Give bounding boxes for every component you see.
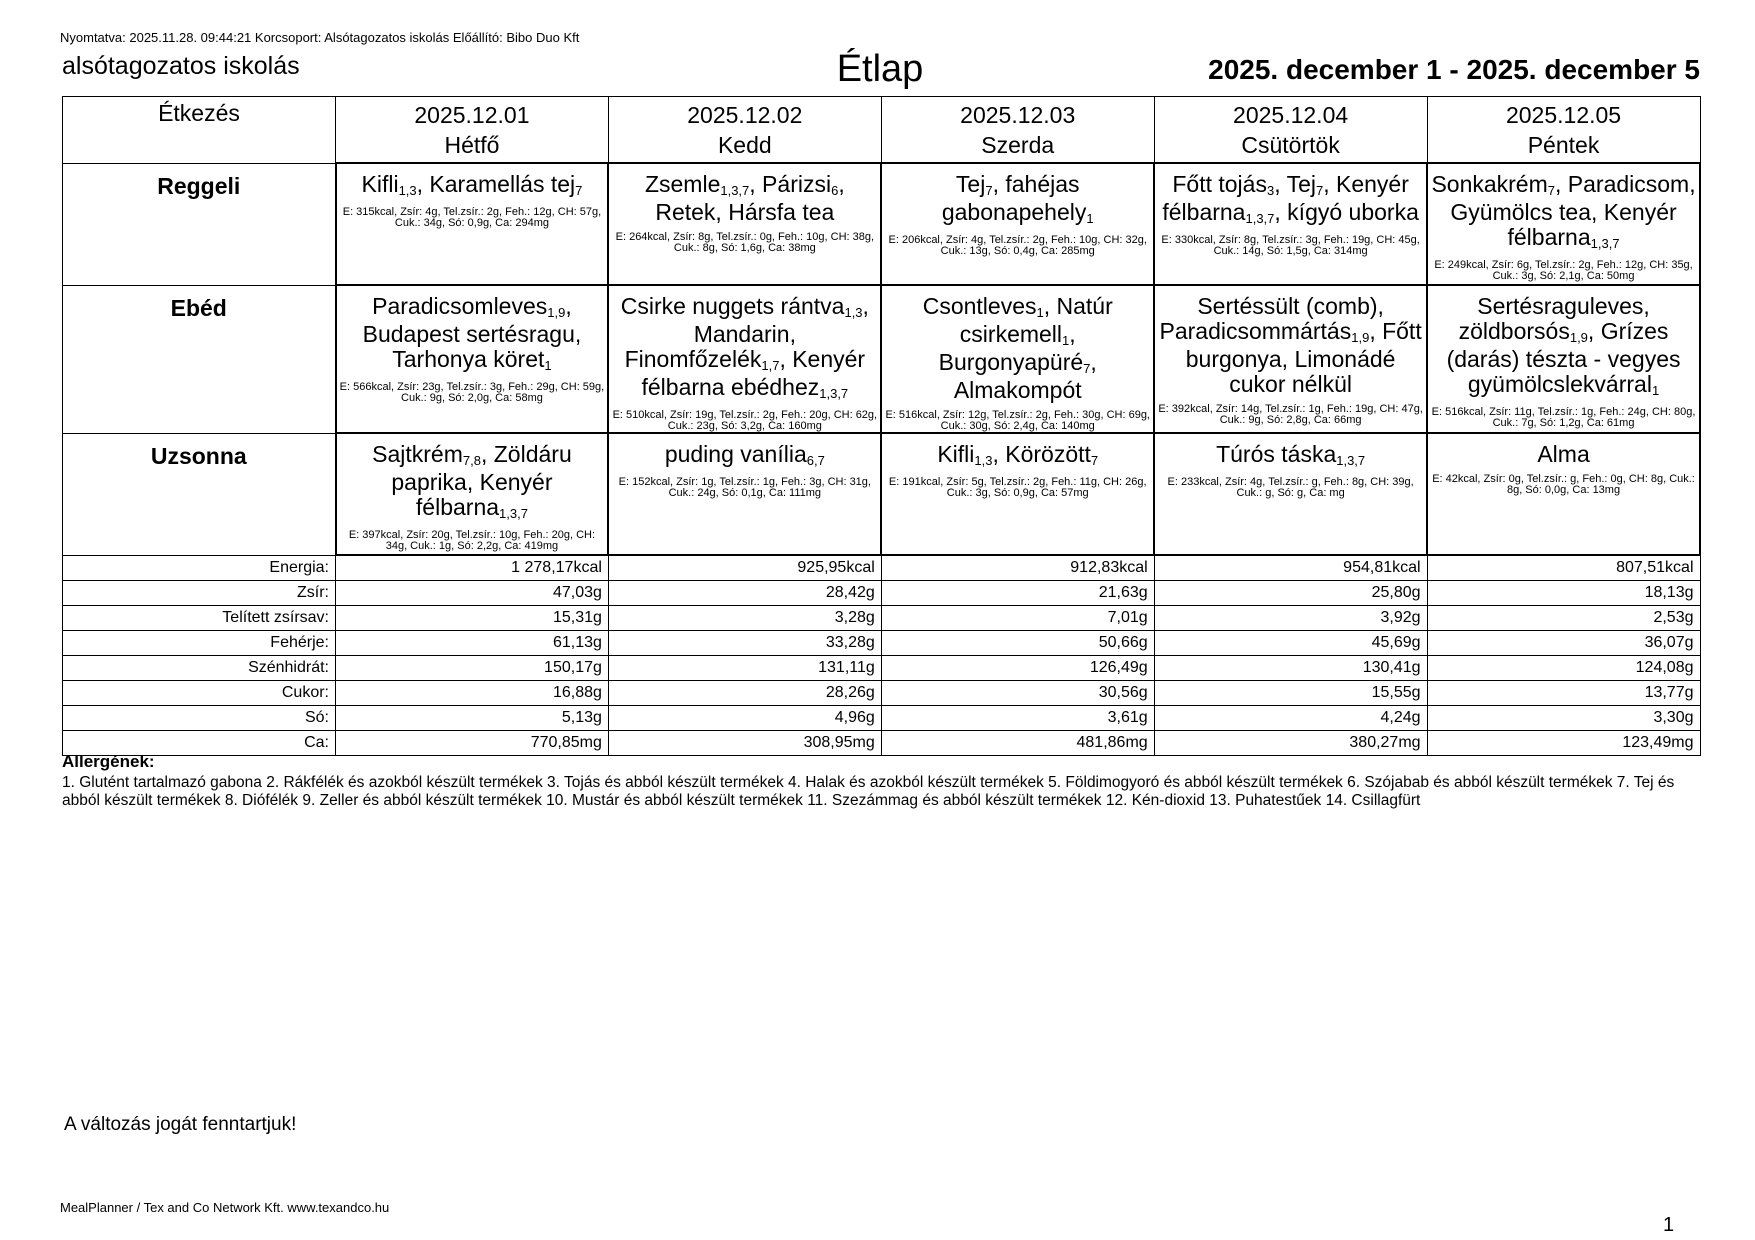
allergen-code: 7,8	[462, 453, 481, 468]
date-range: 2025. december 1 - 2025. december 5	[1208, 54, 1700, 85]
dish-list	[1156, 442, 1425, 470]
dish-name: Csontleves	[922, 293, 1037, 319]
dish-name: , Natúr csirkemell	[959, 293, 1113, 347]
day-date: 2025.12.01	[414, 102, 530, 128]
day-date: 2025.12.03	[960, 102, 1076, 128]
totals-row	[63, 606, 1701, 631]
day-header	[608, 97, 881, 164]
nutrition-info: E: 516kcal, Zsír: 11g, Tel.zsír.: 1g, Feh.: 24g, CH: 80g, Cuk.: 7g, Só: 1,2g, Ca: 61mg	[1431, 406, 1696, 429]
menu-cell	[1427, 163, 1700, 285]
totals-value: 15,55g	[1154, 681, 1427, 706]
totals-value: 7,01g	[881, 606, 1154, 631]
totals-value: 4,24g	[1154, 706, 1427, 731]
dish-name: , Retek, Hársfa tea	[655, 171, 845, 225]
menu-cell	[881, 433, 1154, 555]
dish-name: , fahéjas gabonapehely	[941, 171, 1087, 225]
allergen-code: 1,3,7	[819, 386, 849, 401]
menu-cell	[1154, 163, 1427, 285]
menu-cell	[336, 433, 609, 555]
dish-name: Kifli	[361, 171, 399, 197]
dish-list	[1156, 172, 1425, 228]
dish-name: , Budapest sertésragu, Tarhonya köret	[362, 293, 582, 372]
age-group-label: alsótagozatos iskolás	[62, 52, 300, 80]
allergen-code: 1,3,7	[499, 506, 528, 521]
nutrition-info: E: 206kcal, Zsír: 4g, Tel.zsír.: 2g, Feh.: 10g, CH: 32g, Cuk.: 13g, Só: 0,4g, Ca: 285mg	[888, 234, 1147, 257]
day-header	[1427, 97, 1700, 164]
totals-value: 21,63g	[881, 581, 1154, 606]
totals-value: 131,11g	[608, 656, 881, 681]
allergen-code: 7	[1547, 183, 1555, 198]
dish-name: , Párizsi	[749, 171, 832, 197]
totals-row	[63, 681, 1701, 706]
allergen-code: 7	[1090, 453, 1099, 468]
allergen-code: 1,7	[761, 358, 780, 373]
dish-name: , Almakompót	[953, 349, 1097, 403]
nutrition-info: E: 392kcal, Zsír: 14g, Tel.zsír.: 1g, Feh.: 19g, CH: 47g, Cuk.: 9g, Só: 2,8g, Ca: 66mg	[1158, 403, 1423, 426]
menu-cell	[608, 163, 881, 285]
dish-name: , Mandarin, Finomfőzelék	[624, 293, 869, 372]
totals-value: 36,07g	[1427, 631, 1700, 656]
allergen-code: 1	[544, 358, 552, 373]
day-weekday: Csütörtök	[1241, 132, 1340, 158]
dish-list	[883, 442, 1152, 470]
dish-list	[1156, 294, 1425, 397]
totals-value: 3,61g	[881, 706, 1154, 731]
dish-name: , Kenyér félbarna	[1162, 171, 1409, 225]
menu-cell	[1154, 433, 1427, 555]
menu-table	[62, 96, 1701, 756]
dish-name: , Zöldáru paprika, Kenyér félbarna	[391, 441, 572, 520]
totals-value: 3,92g	[1154, 606, 1427, 631]
day-weekday: Kedd	[717, 132, 772, 158]
title-row	[60, 50, 1700, 96]
allergen-code: 1,3,7	[1245, 211, 1275, 226]
totals-value: 380,27mg	[1154, 731, 1427, 756]
nutrition-info: E: 152kcal, Zsír: 1g, Tel.zsír.: 1g, Feh.: 3g, CH: 31g, Cuk.: 24g, Só: 0,1g, Ca: 111mg	[618, 476, 871, 499]
allergen-heading: Allergének:	[62, 752, 155, 771]
totals-value: 150,17g	[336, 656, 609, 681]
totals-row	[63, 555, 1701, 581]
totals-label: Telített zsírsav:	[63, 606, 336, 631]
menu-cell	[1154, 285, 1427, 433]
totals-label: Ca:	[63, 731, 336, 756]
dish-name: Kifli	[937, 441, 975, 467]
meal-row-lunch	[63, 285, 1701, 433]
totals-value: 33,28g	[608, 631, 881, 656]
nutrition-info: E: 315kcal, Zsír: 4g, Tel.zsír.: 2g, Feh.: 12g, CH: 57g, Cuk.: 34g, Só: 0,9g, Ca: 294mg	[342, 206, 602, 229]
allergen-code: 1,9	[547, 305, 566, 320]
dish-name: , Burgonyapüré	[938, 321, 1084, 375]
footer-credit: MealPlanner / Tex and Co Network Kft. www.texandco.hu	[60, 1200, 390, 1215]
menu-cell	[336, 163, 609, 285]
totals-value: 912,83kcal	[881, 555, 1154, 581]
day-date: 2025.12.04	[1233, 102, 1349, 128]
print-info: Nyomtatva: 2025.11.28. 09:44:21 Korcsoport: Alsótagozatos iskolás Előállító: Bibo Duo Kft	[60, 30, 580, 45]
totals-value: 3,28g	[608, 606, 881, 631]
totals-value: 30,56g	[881, 681, 1154, 706]
meal-label: Uzsonna	[63, 433, 336, 555]
dish-name: , Tej	[1274, 171, 1316, 197]
totals-value: 3,30g	[1427, 706, 1700, 731]
totals-value: 126,49g	[881, 656, 1154, 681]
dish-list	[1429, 442, 1698, 467]
allergen-code: 1,3,7	[1336, 453, 1366, 468]
totals-value: 481,86mg	[881, 731, 1154, 756]
totals-value: 2,53g	[1427, 606, 1700, 631]
totals-label: Zsír:	[63, 581, 336, 606]
nutrition-info: E: 397kcal, Zsír: 20g, Tel.zsír.: 10g, Feh.: 20g, CH: 34g, Cuk.: 1g, Só: 2,2g, Ca: 419mg	[348, 529, 596, 552]
dish-list	[610, 172, 879, 225]
totals-value: 25,80g	[1154, 581, 1427, 606]
day-header	[336, 97, 609, 164]
dish-name: Paradicsomleves	[372, 293, 548, 319]
nutrition-info: E: 233kcal, Zsír: 4g, Tel.zsír.: g, Feh.: 8g, CH: 39g, Cuk.: g, Só: g, Ca: mg	[1167, 476, 1414, 499]
dish-name: Túrós táska	[1216, 441, 1337, 467]
totals-row	[63, 631, 1701, 656]
dish-list	[610, 442, 879, 470]
dish-list	[338, 294, 607, 375]
allergen-legend	[62, 752, 1712, 810]
totals-value: 4,96g	[608, 706, 881, 731]
change-notice: A változás jogát fenntartjuk!	[64, 1114, 297, 1135]
meal-column-header: Étkezés	[63, 97, 336, 164]
allergen-code: 1	[1062, 333, 1070, 348]
dish-name: Csirke nuggets rántva	[620, 293, 845, 319]
dish-list	[338, 172, 607, 200]
menu-cell	[1427, 285, 1700, 433]
day-date: 2025.12.02	[687, 102, 803, 128]
nutrition-info: E: 566kcal, Zsír: 23g, Tel.zsír.: 3g, Feh.: 29g, CH: 59g, Cuk.: 9g, Só: 2,0g, Ca: 58mg	[339, 381, 605, 404]
day-header	[1154, 97, 1427, 164]
dish-list	[1429, 294, 1698, 400]
allergen-code: 7	[985, 183, 993, 198]
totals-row	[63, 581, 1701, 606]
nutrition-info: E: 510kcal, Zsír: 19g, Tel.zsír.: 2g, Feh.: 20g, CH: 62g, Cuk.: 23g, Só: 3,2g, Ca: 160mg	[612, 409, 878, 432]
nutrition-info: E: 264kcal, Zsír: 8g, Tel.zsír.: 0g, Feh.: 10g, CH: 38g, Cuk.: 8g, Só: 1,6g, Ca: 38mg	[615, 231, 875, 254]
totals-value: 16,88g	[336, 681, 609, 706]
totals-row	[63, 706, 1701, 731]
allergen-code: 1	[1086, 211, 1094, 226]
dish-list	[1429, 172, 1698, 253]
allergen-code: 7	[1083, 361, 1091, 376]
menu-cell	[1427, 433, 1700, 555]
day-weekday: Hétfő	[444, 132, 500, 158]
dish-name: , Főtt burgonya, Limonádé cukor nélkül	[1185, 318, 1422, 397]
nutrition-totals	[63, 555, 1701, 756]
totals-value: 770,85mg	[336, 731, 609, 756]
day-weekday: Szerda	[981, 132, 1055, 158]
allergen-code: 1,9	[1569, 330, 1588, 345]
allergen-code: 7	[1315, 183, 1324, 198]
allergen-code: 1,3	[974, 453, 993, 468]
totals-value: 130,41g	[1154, 656, 1427, 681]
allergen-code: 1,3	[398, 183, 417, 198]
page-number: 1	[1663, 1214, 1675, 1236]
totals-value: 13,77g	[1427, 681, 1700, 706]
totals-row	[63, 656, 1701, 681]
totals-value: 308,95mg	[608, 731, 881, 756]
totals-label: Szénhidrát:	[63, 656, 336, 681]
allergen-code: 6	[831, 183, 839, 198]
dish-name: Sonkakrém	[1431, 171, 1548, 197]
day-weekday: Péntek	[1527, 132, 1600, 158]
allergen-code: 7	[575, 183, 583, 198]
allergen-code: 1	[1651, 383, 1660, 398]
dish-list	[883, 172, 1152, 228]
menu-cell	[608, 285, 881, 433]
allergen-code: 3	[1266, 183, 1275, 198]
nutrition-info: E: 191kcal, Zsír: 5g, Tel.zsír.: 2g, Feh.: 11g, CH: 26g, Cuk.: 3g, Só: 0,9g, Ca: 57mg	[888, 476, 1147, 499]
totals-label: Cukor:	[63, 681, 336, 706]
allergen-list: 1. Glutént tartalmazó gabona 2. Rákfélék és azokból készült termékek 3. Tojás és abból készült termékek 4. Halak és azokból készült termékek 5. Földimogyoró és abból készült termékek 6. Szójabab és abból készült termékek 7. Tej és abból készült termékek 8. Diófélék 9. Zeller és abból készült termékek 10. Mustár és abból készült termékek 11. Szezámmag és abból készült termékek 12. Kén-dioxid 13. Puhatestűek 14. Csillagfürt	[62, 774, 1675, 809]
totals-value: 925,95kcal	[608, 555, 881, 581]
allergen-code: 1,3,7	[720, 183, 750, 198]
meal-row-snack	[63, 433, 1701, 555]
dish-name: , Grízes (darás) tészta - vegyes gyümölcslekvárral	[1446, 318, 1681, 397]
totals-value: 15,31g	[336, 606, 609, 631]
dish-list	[338, 442, 607, 523]
menu-cell	[336, 285, 609, 433]
menu-cell	[608, 433, 881, 555]
meal-row-breakfast	[63, 163, 1701, 285]
dish-list	[883, 294, 1152, 403]
allergen-code: 6,7	[806, 453, 825, 468]
dish-name: Alma	[1537, 441, 1590, 467]
nutrition-info: E: 249kcal, Zsír: 6g, Tel.zsír.: 2g, Feh.: 12g, CH: 35g, Cuk.: 3g, Só: 2,1g, Ca: 50mg	[1434, 259, 1693, 282]
meal-label: Ebéd	[63, 285, 336, 433]
dish-name: Sertésraguleves, zöldborsós	[1458, 293, 1650, 344]
totals-label: Fehérje:	[63, 631, 336, 656]
dish-name: Sajtkrém	[372, 441, 463, 467]
dish-name: , Kenyér félbarna ebédhez	[641, 346, 866, 400]
dish-list	[610, 294, 879, 403]
totals-value: 123,49mg	[1427, 731, 1700, 756]
allergen-code: 1,3	[844, 305, 863, 320]
meal-label: Reggeli	[63, 163, 336, 285]
day-date: 2025.12.05	[1505, 102, 1622, 128]
totals-value: 124,08g	[1427, 656, 1700, 681]
dish-name: , Körözött	[992, 441, 1091, 467]
dish-name: , Karamellás tej	[416, 171, 576, 197]
allergen-code: 1,9	[1351, 330, 1370, 345]
totals-value: 5,13g	[336, 706, 609, 731]
nutrition-info: E: 42kcal, Zsír: 0g, Tel.zsír.: g, Feh.: 0g, CH: 8g, Cuk.: 8g, Só: 0,0g, Ca: 13mg	[1432, 473, 1695, 496]
totals-value: 47,03g	[336, 581, 609, 606]
totals-value: 50,66g	[881, 631, 1154, 656]
dish-name: Főtt tojás	[1172, 171, 1267, 197]
nutrition-info: E: 516kcal, Zsír: 12g, Tel.zsír.: 2g, Feh.: 30g, CH: 69g, Cuk.: 30g, Só: 2,4g, Ca: 140mg	[885, 409, 1150, 432]
day-header-row	[63, 97, 1701, 164]
totals-value: 28,42g	[608, 581, 881, 606]
dish-name: , kígyó uborka	[1274, 199, 1419, 225]
totals-value: 61,13g	[336, 631, 609, 656]
menu-cell	[881, 285, 1154, 433]
page-title: Étlap	[836, 48, 924, 90]
totals-label: Energia:	[63, 555, 336, 581]
dish-name: Zsemle	[644, 171, 721, 197]
totals-value: 954,81kcal	[1154, 555, 1427, 581]
allergen-code: 1	[1036, 305, 1044, 320]
nutrition-info: E: 330kcal, Zsír: 8g, Tel.zsír.: 3g, Feh.: 19g, CH: 45g, Cuk.: 14g, Só: 1,5g, Ca: 314mg	[1161, 234, 1420, 257]
totals-value: 18,13g	[1427, 581, 1700, 606]
menu-cell	[881, 163, 1154, 285]
totals-label: Só:	[63, 706, 336, 731]
dish-name: Tej	[955, 171, 986, 197]
totals-value: 28,26g	[608, 681, 881, 706]
totals-value: 807,51kcal	[1427, 555, 1700, 581]
totals-value: 45,69g	[1154, 631, 1427, 656]
dish-name: , Paradicsom, Gyümölcs tea, Kenyér félbarna	[1450, 171, 1696, 250]
dish-name: Sertéssült (comb), Paradicsommártás	[1159, 293, 1384, 344]
day-header	[881, 97, 1154, 164]
allergen-code: 1,3,7	[1590, 236, 1620, 251]
totals-value: 1 278,17kcal	[336, 555, 609, 581]
dish-name: puding vanília	[664, 441, 807, 467]
